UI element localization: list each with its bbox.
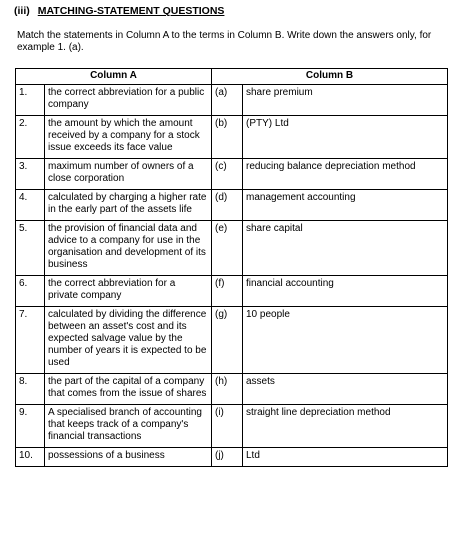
- section-title: MATCHING-STATEMENT QUESTIONS: [37, 5, 225, 17]
- column-b-term: reducing balance depreciation method: [243, 159, 448, 190]
- column-b-term: straight line depreciation method: [243, 405, 448, 448]
- column-a-statement: the correct abbreviation for a public company: [45, 85, 212, 116]
- table-row: [16, 405, 448, 448]
- row-number: 7.: [16, 307, 45, 374]
- row-number: 1.: [16, 85, 45, 116]
- matching-table: [15, 68, 448, 467]
- row-number: 3.: [16, 159, 45, 190]
- column-a-statement: maximum number of owners of a close corporation: [45, 159, 212, 190]
- column-b-term: 10 people: [243, 307, 448, 374]
- column-a-statement: the part of the capital of a company that comes from the issue of shares: [45, 374, 212, 405]
- row-number: 2.: [16, 116, 45, 159]
- row-number: 6.: [16, 276, 45, 307]
- table-row: [16, 374, 448, 405]
- column-a-statement: the correct abbreviation for a private company: [45, 276, 212, 307]
- row-letter: (c): [212, 159, 243, 190]
- column-a-statement: the provision of financial data and advice to a company for use in the organisation and development of its business: [45, 221, 212, 276]
- row-letter: (g): [212, 307, 243, 374]
- table-header-row: [16, 69, 448, 85]
- column-a-statement: calculated by charging a higher rate in the early part of the assets life: [45, 190, 212, 221]
- row-letter: (j): [212, 448, 243, 467]
- column-b-term: assets: [243, 374, 448, 405]
- row-letter: (f): [212, 276, 243, 307]
- row-number: 5.: [16, 221, 45, 276]
- column-b-header: Column B: [212, 69, 448, 85]
- column-a-statement: A specialised branch of accounting that keeps track of a company's financial transactions: [45, 405, 212, 448]
- row-number: 8.: [16, 374, 45, 405]
- row-letter: (i): [212, 405, 243, 448]
- instructions-text: Match the statements in Column A to the terms in Column B. Write down the answers only, for example 1. (a).: [17, 30, 432, 53]
- section-heading: [14, 5, 224, 17]
- column-a-statement: calculated by dividing the difference between an asset's cost and its expected salvage value by the number of years it is expected to be used: [45, 307, 212, 374]
- table-row: [16, 116, 448, 159]
- row-number: 9.: [16, 405, 45, 448]
- table-row: [16, 448, 448, 467]
- table-row: [16, 276, 448, 307]
- row-letter: (e): [212, 221, 243, 276]
- row-letter: (b): [212, 116, 243, 159]
- column-b-term: Ltd: [243, 448, 448, 467]
- row-number: 4.: [16, 190, 45, 221]
- column-b-term: (PTY) Ltd: [243, 116, 448, 159]
- table-row: [16, 221, 448, 276]
- column-a-statement: the amount by which the amount received by a company for a stock issue exceeds its face value: [45, 116, 212, 159]
- column-a-header: Column A: [16, 69, 212, 85]
- column-a-statement: possessions of a business: [45, 448, 212, 467]
- table-row: [16, 159, 448, 190]
- column-b-term: financial accounting: [243, 276, 448, 307]
- section-number: (iii): [14, 5, 30, 17]
- column-b-term: share premium: [243, 85, 448, 116]
- table-row: [16, 307, 448, 374]
- row-letter: (d): [212, 190, 243, 221]
- row-letter: (h): [212, 374, 243, 405]
- column-b-term: management accounting: [243, 190, 448, 221]
- column-b-term: share capital: [243, 221, 448, 276]
- row-letter: (a): [212, 85, 243, 116]
- table-row: [16, 85, 448, 116]
- row-number: 10.: [16, 448, 45, 467]
- table-row: [16, 190, 448, 221]
